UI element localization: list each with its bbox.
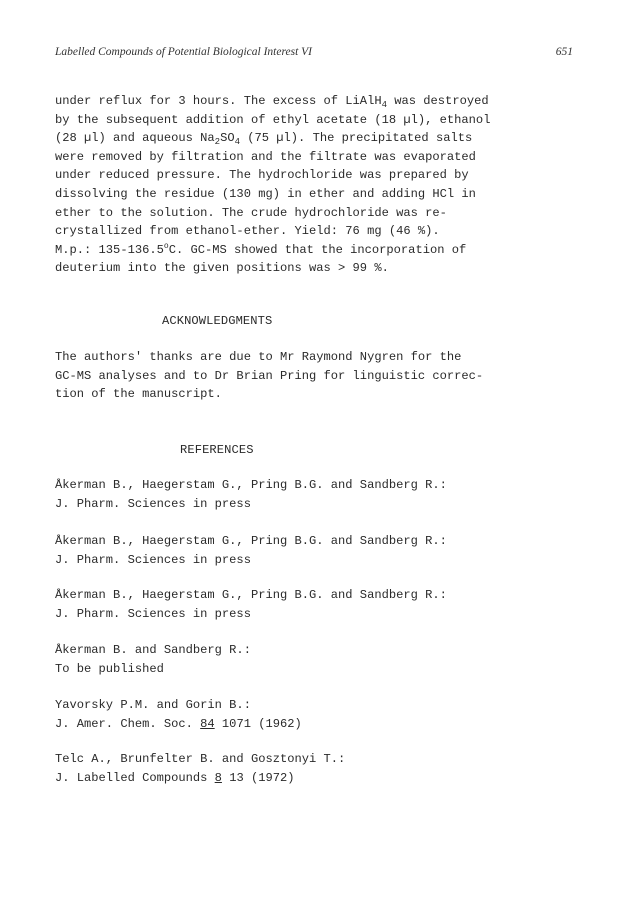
acknowledgments-heading: ACKNOWLEDGMENTS (162, 314, 273, 328)
acknowledgments-paragraph (55, 348, 535, 404)
reference-authors: Åkerman B., Haegerstam G., Pring B.G. and Sandberg R.: (55, 478, 447, 492)
body-line: under reduced pressure. The hydrochloride was prepared by (55, 168, 469, 183)
body-line: (28 µl) and aqueous $Na_2SO_4$ (75 µl). The precipitated salts (55, 131, 473, 148)
references-heading: REFERENCES (180, 443, 254, 457)
reference-source: J. Amer. Chem. Soc. 84 1071 (1962) (55, 717, 302, 731)
reference-source: To be published (55, 662, 164, 676)
reference-source: J. Labelled Compounds 8 13 (1972) (55, 771, 295, 785)
reference-source: J. Pharm. Sciences in press (55, 553, 251, 567)
reference-source: J. Pharm. Sciences in press (55, 607, 251, 621)
reference-item (55, 586, 447, 624)
body-line: M.p.: 135-136.5$^o$C. GC-MS showed that the incorporation of (55, 241, 467, 257)
reference-item (55, 750, 345, 788)
reference-item (55, 476, 447, 514)
ack-line: GC-MS analyses and to Dr Brian Pring for linguistic correc- (55, 368, 484, 383)
body-paragraph (55, 92, 535, 278)
ack-line: tion of the manuscript. (55, 387, 222, 402)
body-line: dissolving the residue (130 mg) in ether and adding HCl in (55, 186, 476, 201)
reference-authors: Åkerman B., Haegerstam G., Pring B.G. and Sandberg R.: (55, 534, 447, 548)
reference-item (55, 532, 447, 570)
page-number: 651 (555, 46, 573, 58)
reference-item (55, 641, 251, 679)
reference-volume: 84 (200, 717, 215, 731)
body-line: ether to the solution. The crude hydrochloride was re- (55, 205, 447, 220)
body-line: deuterium into the given positions was > 99 %. (55, 261, 389, 276)
reference-source: J. Pharm. Sciences in press (55, 497, 251, 511)
ack-line: The authors' thanks are due to Mr Raymond Nygren for the (55, 350, 462, 364)
reference-item (55, 696, 302, 734)
reference-authors: Telc A., Brunfelter B. and Gosztonyi T.: (55, 752, 346, 766)
body-line: under reflux for 3 hours. The excess of LiAlH$_4$ was destroyed (55, 94, 489, 110)
body-line: were removed by filtration and the filtrate was evaporated (55, 149, 476, 164)
running-header (55, 46, 573, 58)
running-title: Labelled Compounds of Potential Biological Interest VI (55, 46, 313, 58)
body-line: crystallized from ethanol-ether. Yield: 76 mg (46 %). (55, 224, 440, 239)
body-line: by the subsequent addition of ethyl acetate (18 µl), ethanol (55, 112, 491, 127)
reference-authors: Åkerman B. and Sandberg R.: (55, 643, 251, 657)
reference-authors: Åkerman B., Haegerstam G., Pring B.G. and Sandberg R.: (55, 588, 447, 602)
reference-volume: 8 (214, 771, 222, 785)
reference-authors: Yavorsky P.M. and Gorin B.: (55, 698, 251, 712)
